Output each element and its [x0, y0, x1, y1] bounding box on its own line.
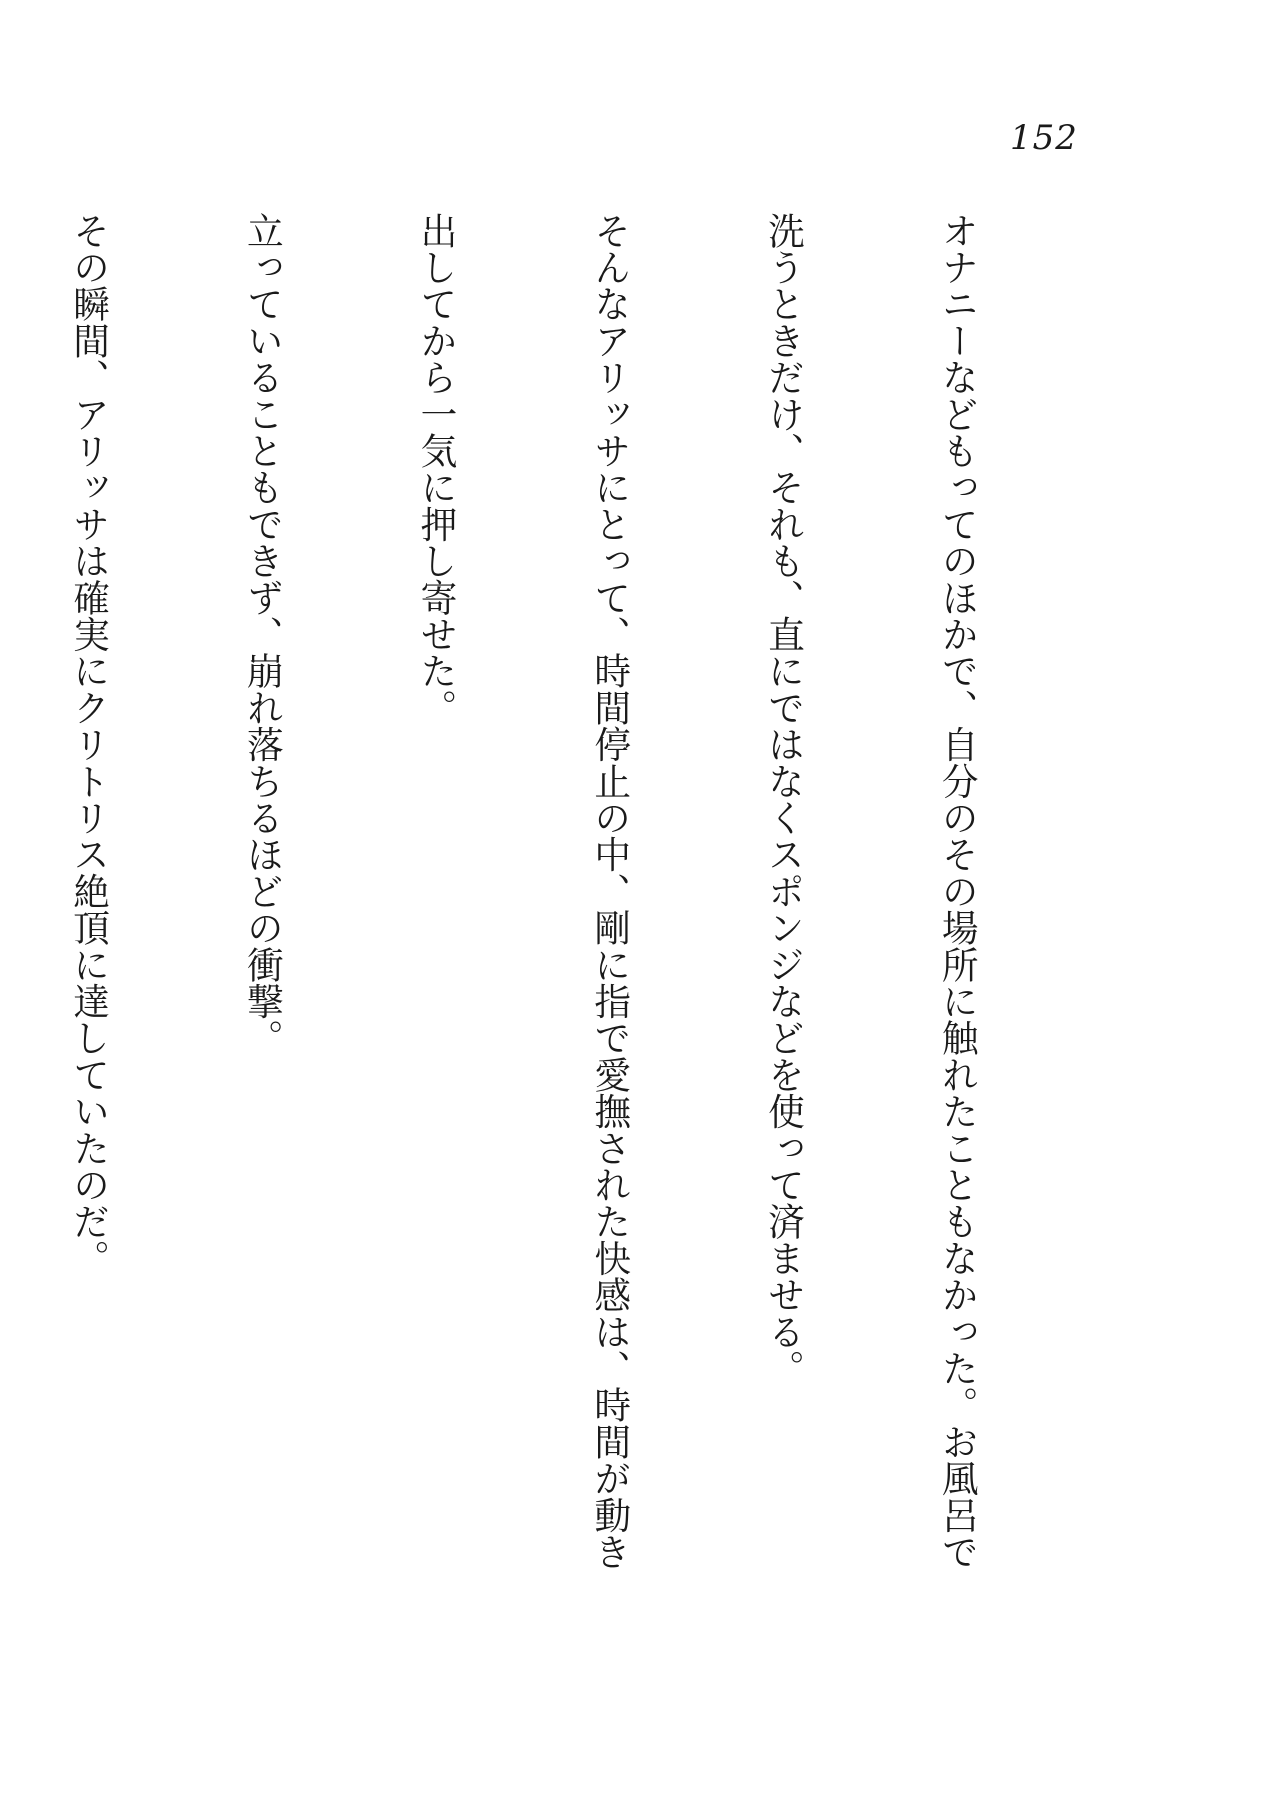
text-line: 出してから一気に押し寄せた。 [415, 212, 459, 726]
text-line: そんなアリッサにとって、時間停止の中、剛に指で愛撫された快感は、時間が動き [588, 212, 632, 1570]
text-line: 洗うときだけ、それも、直にではなくスポンジなどを使って済ませる。 [762, 212, 806, 1387]
text-line: オナニーなどもってのほかで、自分のその場所に触れたこともなかった。お風呂で [936, 212, 980, 1570]
text-line: 立っていることもできず、崩れ落ちるほどの衝撃。 [241, 212, 285, 1057]
vertical-text-body [0, 212, 1102, 1652]
text-line: その瞬間、アリッサは確実にクリトリス絶頂に達していたのだ。 [67, 212, 111, 1277]
page-number: 152 [1010, 118, 1078, 158]
